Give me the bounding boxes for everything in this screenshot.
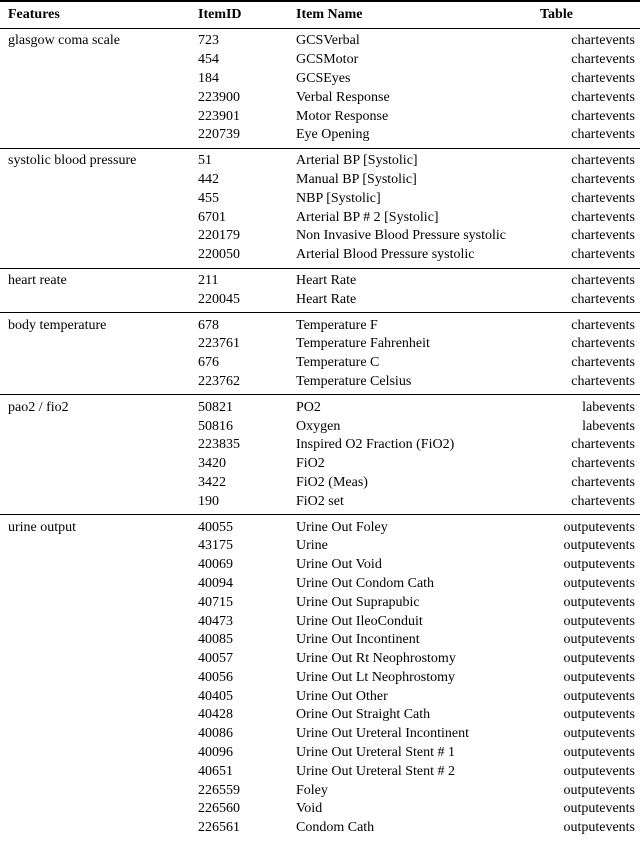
table-row (0, 687, 640, 706)
feature-group (0, 313, 640, 395)
item-name-cell: Urine Out Ureteral Stent # 2 (296, 763, 456, 779)
feature-group (0, 268, 640, 313)
feature-cell (0, 189, 198, 208)
feature-group (0, 395, 640, 515)
table-row (0, 781, 640, 800)
table-row (0, 171, 640, 190)
feature-cell (0, 373, 198, 395)
table-row (0, 650, 640, 669)
item-name-cell: Urine Out IleoConduit (296, 613, 423, 629)
table-cell: chartevents (571, 437, 635, 453)
itemid-cell: 40069 (198, 557, 233, 573)
table-cell: chartevents (571, 108, 635, 124)
feature-group (0, 29, 640, 149)
itemid-cell: 220045 (198, 291, 240, 307)
feature-cell (0, 537, 198, 556)
table-cell: outputevents (563, 519, 635, 535)
itemid-cell: 211 (198, 272, 219, 288)
item-name-cell: NBP [Systolic] (296, 190, 381, 206)
itemid-cell: 3422 (198, 474, 226, 490)
feature-cell (0, 800, 198, 819)
table-cell: outputevents (563, 707, 635, 723)
table-row (0, 455, 640, 474)
table-cell: outputevents (563, 669, 635, 685)
item-name-cell: Temperature Celsius (296, 373, 412, 389)
itemid-cell: 223900 (198, 89, 240, 105)
feature-cell (0, 556, 198, 575)
column-header-item-name: Item Name (296, 7, 363, 22)
itemid-cell: 6701 (198, 209, 226, 225)
feature-cell (0, 819, 198, 841)
feature-cell (0, 70, 198, 89)
feature-cell: urine output (8, 519, 77, 535)
itemid-cell: 43175 (198, 538, 233, 554)
table-row (0, 556, 640, 575)
item-name-cell: Temperature F (296, 317, 378, 333)
table-cell: outputevents (563, 651, 635, 667)
itemid-cell: 40651 (198, 763, 233, 779)
table-cell: outputevents (563, 613, 635, 629)
table-row (0, 290, 640, 312)
feature-cell (0, 290, 198, 312)
item-name-cell: GCSEyes (296, 70, 351, 86)
feature-cell (0, 171, 198, 190)
feature-cell (0, 725, 198, 744)
feature-cell (0, 107, 198, 126)
feature-cell (0, 51, 198, 70)
table-cell: labevents (582, 399, 635, 415)
table-cell: outputevents (563, 820, 635, 836)
itemid-cell: 40473 (198, 613, 233, 629)
feature-group (0, 515, 640, 841)
feature-cell (0, 455, 198, 474)
table-row (0, 515, 640, 537)
itemid-cell: 40096 (198, 745, 233, 761)
table-row (0, 29, 640, 51)
item-name-cell: Urine Out Other (296, 688, 388, 704)
table-cell: chartevents (571, 89, 635, 105)
feature-cell (0, 612, 198, 631)
item-name-cell: Urine Out Suprapubic (296, 594, 420, 610)
table-row (0, 189, 640, 208)
feature-cell (0, 687, 198, 706)
table-row (0, 593, 640, 612)
table-row (0, 819, 640, 841)
feature-cell (0, 354, 198, 373)
item-name-cell: Urine Out Condom Cath (296, 575, 435, 591)
item-name-cell: Verbal Response (296, 89, 390, 105)
table-cell: chartevents (571, 209, 635, 225)
table-row (0, 417, 640, 436)
item-name-cell: GCSMotor (296, 52, 359, 68)
item-name-cell: Arterial BP # 2 [Systolic] (296, 209, 439, 225)
feature-cell (0, 436, 198, 455)
table-cell: labevents (582, 418, 635, 434)
itemid-cell: 226561 (198, 820, 240, 836)
table-row (0, 148, 640, 170)
feature-cell: pao2 / fio2 (8, 399, 69, 415)
table-cell: chartevents (571, 52, 635, 68)
table-row (0, 88, 640, 107)
itemid-cell: 678 (198, 317, 219, 333)
feature-cell (0, 417, 198, 436)
feature-cell (0, 246, 198, 268)
item-name-cell: Orine Out Straight Cath (296, 707, 431, 723)
table-row (0, 268, 640, 290)
table-cell: outputevents (563, 632, 635, 648)
itemid-cell: 223901 (198, 108, 240, 124)
table-cell: chartevents (571, 272, 635, 288)
item-name-cell: Urine (296, 538, 328, 554)
itemid-cell: 454 (198, 52, 219, 68)
table-row (0, 70, 640, 89)
table-row (0, 335, 640, 354)
table-cell: outputevents (563, 782, 635, 798)
table-row (0, 669, 640, 688)
itemid-cell: 723 (198, 33, 219, 49)
item-name-cell: Foley (296, 782, 328, 798)
table-row (0, 227, 640, 246)
item-name-cell: FiO2 (296, 456, 325, 472)
item-name-cell: Arterial BP [Systolic] (296, 153, 418, 169)
feature-group (0, 148, 640, 268)
table-row (0, 575, 640, 594)
table-row (0, 537, 640, 556)
itemid-cell: 40056 (198, 669, 233, 685)
table-header-row (0, 1, 640, 29)
itemid-cell: 50821 (198, 399, 233, 415)
table-cell: chartevents (571, 33, 635, 49)
table-row (0, 126, 640, 148)
table-cell: chartevents (571, 373, 635, 389)
feature-cell (0, 650, 198, 669)
itemid-cell: 40428 (198, 707, 233, 723)
table-row (0, 744, 640, 763)
feature-cell (0, 781, 198, 800)
itemid-cell: 190 (198, 493, 219, 509)
itemid-cell: 51 (198, 153, 212, 169)
table-cell: outputevents (563, 557, 635, 573)
itemid-cell: 220739 (198, 127, 240, 143)
table-row (0, 208, 640, 227)
feature-cell (0, 669, 198, 688)
itemid-cell: 40055 (198, 519, 233, 535)
feature-cell (0, 593, 198, 612)
item-name-cell: FiO2 (Meas) (296, 474, 368, 490)
feature-cell (0, 744, 198, 763)
table-cell: outputevents (563, 801, 635, 817)
table-cell: chartevents (571, 355, 635, 371)
item-name-cell: Condom Cath (296, 820, 375, 836)
itemid-cell: 50816 (198, 418, 233, 434)
itemid-cell: 223835 (198, 437, 240, 453)
item-name-cell: Eye Opening (296, 127, 370, 143)
feature-cell (0, 762, 198, 781)
table-cell: chartevents (571, 493, 635, 509)
table-row (0, 373, 640, 395)
itemid-cell: 442 (198, 171, 219, 187)
itemid-cell: 40085 (198, 632, 233, 648)
feature-cell (0, 126, 198, 148)
table-cell: chartevents (571, 247, 635, 263)
table-cell: outputevents (563, 726, 635, 742)
feature-cell: glasgow coma scale (8, 33, 120, 49)
table-row (0, 246, 640, 268)
itemid-cell: 226560 (198, 801, 240, 817)
itemid-cell: 184 (198, 70, 219, 86)
column-header-itemid: ItemID (198, 7, 242, 22)
feature-cell (0, 227, 198, 246)
table-row (0, 706, 640, 725)
item-name-cell: Heart Rate (296, 291, 357, 307)
table-row (0, 631, 640, 650)
item-name-cell: Non Invasive Blood Pressure systolic (296, 228, 506, 244)
table-row (0, 436, 640, 455)
item-name-cell: Urine Out Ureteral Stent # 1 (296, 745, 456, 761)
feature-cell: heart reate (8, 272, 67, 288)
table-cell: outputevents (563, 594, 635, 610)
feature-cell (0, 631, 198, 650)
itemid-cell: 40715 (198, 594, 233, 610)
table-cell: chartevents (571, 474, 635, 490)
table-cell: chartevents (571, 70, 635, 86)
table-row (0, 800, 640, 819)
item-name-cell: Arterial Blood Pressure systolic (296, 247, 475, 263)
table-row (0, 313, 640, 335)
itemid-cell: 223762 (198, 373, 240, 389)
feature-cell (0, 474, 198, 493)
itemid-cell: 40057 (198, 651, 233, 667)
item-name-cell: Temperature Fahrenheit (296, 336, 430, 352)
item-name-cell: Urine Out Lt Neophrostomy (296, 669, 456, 685)
table-row (0, 107, 640, 126)
table-row (0, 354, 640, 373)
table-row (0, 492, 640, 514)
item-name-cell: Inspired O2 Fraction (FiO2) (296, 437, 455, 453)
itemid-cell: 226559 (198, 782, 240, 798)
table-cell: outputevents (563, 688, 635, 704)
table-cell: outputevents (563, 745, 635, 761)
table-cell: outputevents (563, 763, 635, 779)
table-row (0, 51, 640, 70)
feature-cell (0, 88, 198, 107)
item-name-cell: Manual BP [Systolic] (296, 171, 417, 187)
table-row (0, 725, 640, 744)
item-name-cell: Temperature C (296, 355, 380, 371)
item-name-cell: Oxygen (296, 418, 341, 434)
item-name-cell: FiO2 set (296, 493, 344, 509)
item-name-cell: Urine Out Ureteral Incontinent (296, 726, 469, 742)
table-cell: chartevents (571, 228, 635, 244)
item-name-cell: Urine Out Rt Neophrostomy (296, 651, 456, 667)
table-row (0, 395, 640, 417)
item-name-cell: Urine Out Void (296, 557, 382, 573)
item-name-cell: GCSVerbal (296, 33, 360, 49)
itemid-cell: 40405 (198, 688, 233, 704)
column-header-table: Table (540, 7, 573, 22)
table-cell: chartevents (571, 291, 635, 307)
feature-cell (0, 575, 198, 594)
itemid-cell: 676 (198, 355, 219, 371)
feature-cell (0, 706, 198, 725)
feature-cell: systolic blood pressure (8, 153, 137, 169)
item-name-cell: Urine Out Foley (296, 519, 388, 535)
table-cell: chartevents (571, 171, 635, 187)
itemid-cell: 220179 (198, 228, 240, 244)
column-header-features: Features (8, 7, 60, 22)
item-name-cell: Urine Out Incontinent (296, 632, 420, 648)
table-cell: chartevents (571, 317, 635, 333)
table-cell: chartevents (571, 456, 635, 472)
item-name-cell: Void (296, 801, 323, 817)
table-cell: chartevents (571, 153, 635, 169)
table-cell: outputevents (563, 538, 635, 554)
itemid-cell: 223761 (198, 336, 240, 352)
itemid-cell: 455 (198, 190, 219, 206)
item-name-cell: Heart Rate (296, 272, 357, 288)
table-cell: chartevents (571, 336, 635, 352)
item-name-cell: Motor Response (296, 108, 389, 124)
feature-cell (0, 208, 198, 227)
table-cell: chartevents (571, 127, 635, 143)
itemid-cell: 40086 (198, 726, 233, 742)
feature-cell (0, 492, 198, 514)
table-row (0, 612, 640, 631)
itemid-cell: 40094 (198, 575, 233, 591)
feature-cell: body temperature (8, 317, 107, 333)
table-row (0, 762, 640, 781)
itemid-cell: 220050 (198, 247, 240, 263)
table-cell: chartevents (571, 190, 635, 206)
item-name-cell: PO2 (296, 399, 321, 415)
itemid-cell: 3420 (198, 456, 226, 472)
table-cell: outputevents (563, 575, 635, 591)
feature-cell (0, 335, 198, 354)
table-row (0, 474, 640, 493)
